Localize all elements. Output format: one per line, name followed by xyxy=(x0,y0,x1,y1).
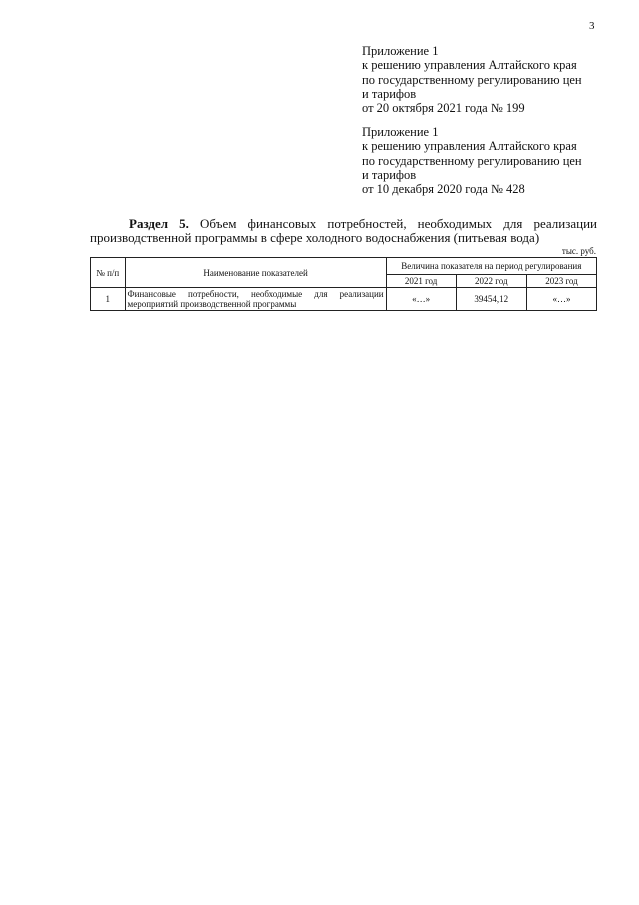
row-name: Финансовые потребности, необходимые для реализации мероприятий производственной программы xyxy=(125,288,386,311)
appendix-current-line4: и тарифов xyxy=(362,86,417,101)
header-year-2023: 2023 год xyxy=(526,275,596,288)
appendix-current-line5: от 20 октября 2021 года № 199 xyxy=(362,101,525,116)
header-year-2021: 2021 год xyxy=(386,275,456,288)
appendix-previous-line2: к решению управления Алтайского края xyxy=(362,139,577,154)
appendix-previous xyxy=(362,125,622,196)
row-number: 1 xyxy=(91,288,126,311)
section-heading-line1 xyxy=(90,217,597,231)
appendix-current-line2: к решению управления Алтайского края xyxy=(362,58,577,73)
appendix-previous-line1: Приложение 1 xyxy=(362,125,439,139)
header-year-2022: 2022 год xyxy=(456,275,526,288)
row-value-2021: «…» xyxy=(386,288,456,311)
row-value-2023: «…» xyxy=(526,288,596,311)
header-number: № п/п xyxy=(91,258,126,288)
section-label: Раздел 5. xyxy=(129,216,189,231)
table-row xyxy=(91,288,597,311)
section-title-line2: производственной программы в сфере холодного водоснабжения (питьевая вода) xyxy=(90,230,540,246)
header-period: Величина показателя на период регулирования xyxy=(386,258,596,275)
section-title-line1: Объем финансовых потребностей, необходимых для реализации xyxy=(200,216,598,231)
appendix-current-line3: по государственному регулированию цен xyxy=(362,72,582,87)
appendix-previous-line5: от 10 декабря 2020 года № 428 xyxy=(362,182,525,197)
row-value-2022: 39454,12 xyxy=(456,288,526,311)
page-number: 3 xyxy=(589,20,595,32)
header-name: Наименование показателей xyxy=(125,258,386,288)
appendix-current-line1: Приложение 1 xyxy=(362,44,439,58)
table-header-row xyxy=(91,258,597,275)
section-heading xyxy=(90,217,597,246)
unit-label: тыс. руб. xyxy=(561,246,596,256)
finance-table xyxy=(90,257,597,311)
appendix-previous-line4: и тарифов xyxy=(362,167,417,182)
appendix-current xyxy=(362,44,622,115)
appendix-previous-line3: по государственному регулированию цен xyxy=(362,153,582,168)
